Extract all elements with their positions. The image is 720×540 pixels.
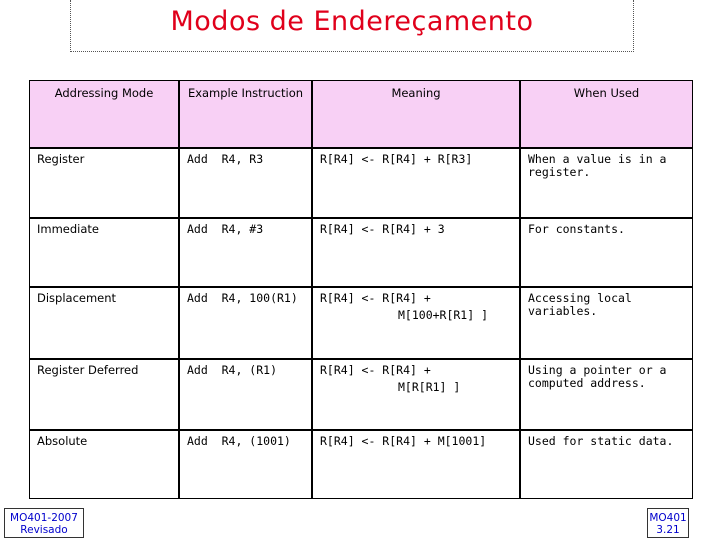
cell-mode: Displacement [37, 291, 117, 305]
table-row-immediate-example [179, 218, 312, 287]
page-title: Modos de Endereçamento [170, 6, 534, 37]
table-row-register-mode [29, 148, 179, 218]
footer-course-label: MO401 [649, 512, 687, 524]
addressing-modes-table [29, 80, 693, 510]
cell-when: Accessing local variables. [528, 291, 632, 318]
table-row-register-deferred-mode [29, 359, 179, 430]
cell-meaning-continued: M[R[R1] ] [398, 380, 461, 394]
cell-meaning: R[R4] <- R[R4] + 3 [320, 222, 445, 236]
cell-meaning: R[R4] <- R[R4] + M[1001] [320, 434, 487, 448]
cell-mode: Absolute [37, 434, 88, 448]
cell-meaning: R[R4] <- R[R4] + R[R3] [320, 152, 473, 166]
cell-example: Add R4, R3 [187, 152, 264, 166]
cell-when: Using a pointer or a computed address. [528, 363, 667, 390]
title-box [70, 0, 634, 52]
cell-mode: Register Deferred [37, 363, 139, 377]
header-label: Example Instruction [187, 86, 304, 100]
table-row-displacement-meaning [312, 287, 520, 359]
table-row-displacement-mode [29, 287, 179, 359]
cell-mode: Register [37, 152, 85, 166]
table-row-absolute-example [179, 430, 312, 499]
table-row-register-deferred-meaning [312, 359, 520, 430]
table-row-immediate-mode [29, 218, 179, 287]
footer-revision-note: Revisado [20, 524, 68, 536]
header-label: When Used [573, 86, 640, 100]
cell-when: For constants. [528, 222, 625, 236]
table-row-immediate-when [520, 218, 693, 287]
table-row-register-when [520, 148, 693, 218]
cell-example: Add R4, #3 [187, 222, 264, 236]
cell-when: When a value is in a register. [528, 152, 667, 179]
table-row-register-meaning [312, 148, 520, 218]
table-row-absolute-mode [29, 430, 179, 499]
cell-when: Used for static data. [528, 434, 674, 448]
footer-course-badge [4, 508, 84, 538]
header-addressing-mode [29, 80, 179, 148]
cell-example: Add R4, (1001) [187, 434, 291, 448]
table-row-register-deferred-example [179, 359, 312, 430]
footer-course-code: MO401-2007 [10, 512, 78, 524]
header-label: Meaning [391, 86, 441, 100]
table-row-immediate-meaning [312, 218, 520, 287]
slide-number: 3.21 [656, 524, 680, 536]
table-row-absolute-when [520, 430, 693, 499]
footer-slide-badge [647, 508, 689, 538]
cell-meaning-continued: M[100+R[R1] ] [398, 308, 489, 322]
table-row-displacement-example [179, 287, 312, 359]
table-row-register-example [179, 148, 312, 218]
cell-meaning: R[R4] <- R[R4] + [320, 363, 431, 377]
cell-example: Add R4, (R1) [187, 363, 278, 377]
table-row-displacement-when [520, 287, 693, 359]
header-when-used [520, 80, 693, 148]
table-row-register-deferred-when [520, 359, 693, 430]
cell-example: Add R4, 100(R1) [187, 291, 298, 305]
table-row-absolute-meaning [312, 430, 520, 499]
header-meaning [312, 80, 520, 148]
header-example-instruction [179, 80, 312, 148]
cell-meaning: R[R4] <- R[R4] + [320, 291, 431, 305]
cell-mode: Immediate [37, 222, 99, 236]
header-label: Addressing Mode [54, 86, 154, 100]
